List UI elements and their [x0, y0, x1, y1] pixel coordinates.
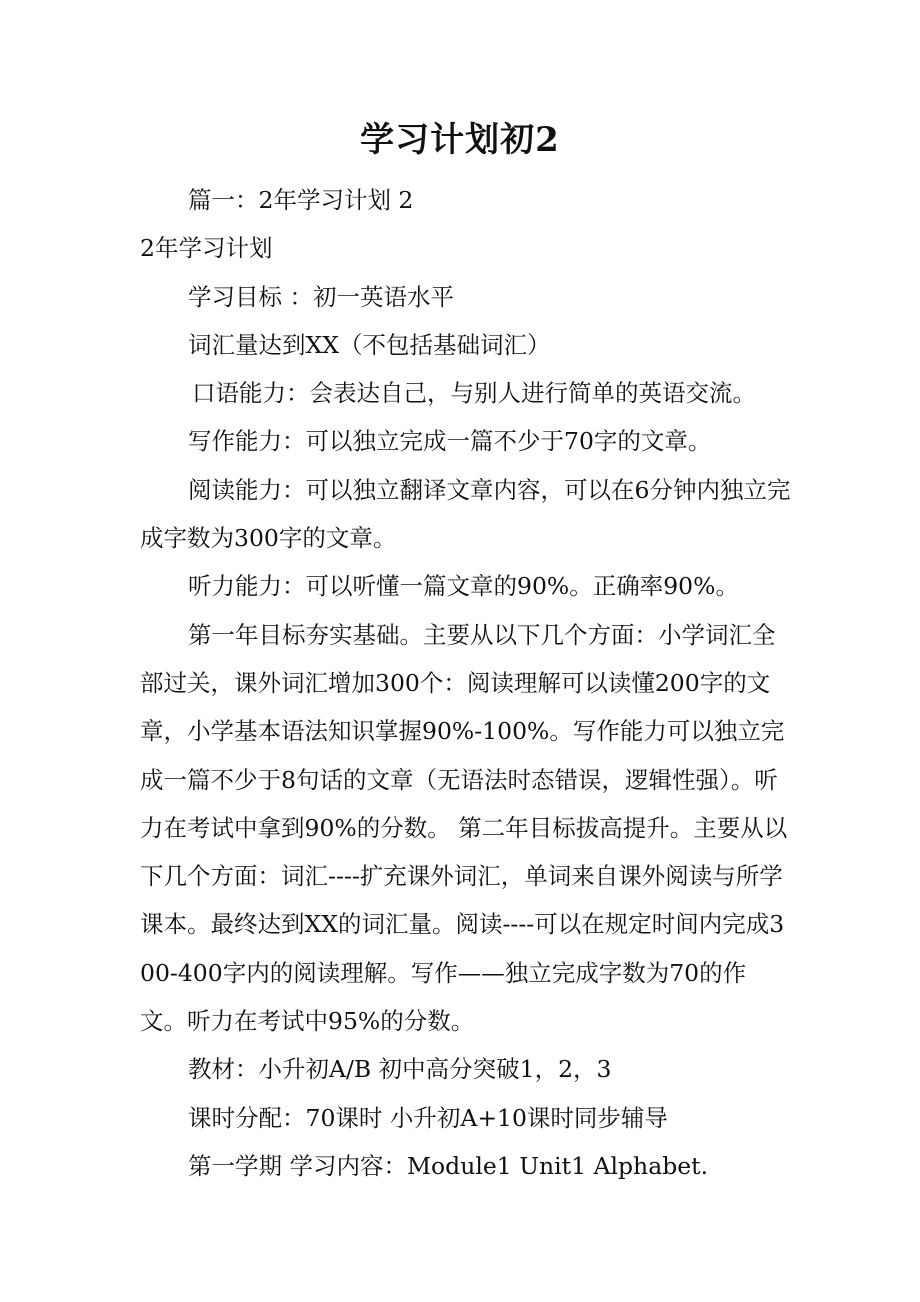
- paragraph: 写作能力：可以独立完成一篇不少于70字的文章。: [188, 427, 712, 456]
- paragraph: 第一年目标夯实基础。主要从以下几个方面：小学词汇全部过关，课外词汇增加300个：阅读理解可以读懂200字的文章，小学基本语法知识掌握90%-100%。写作能力可以独立完成一篇不少于8句话的文章（无语法时态错误，逻辑性强）。听力在考试中拿到90%的分数。 第二年目标拔高提升。主要从以下几个方面：词汇----扩充课外词汇，单词来自课外阅读与所学课本。最终达到XX的词汇量。阅读----可以在规定时间内完成300-400字内的阅读理解。写作——独立完成字数为70的作文。听力在考试中95%的分数。: [140, 620, 788, 1036]
- paragraph: 词汇量达到XX（不包括基础词汇）: [188, 330, 551, 359]
- paragraph: 阅读能力：可以独立翻译文章内容，可以在6分钟内独立完成字数为300字的文章。: [140, 475, 791, 553]
- paragraph: 2年学习计划: [140, 234, 273, 263]
- paragraph: 听力能力：可以听懂一篇文章的90%。正确率90%。: [188, 572, 739, 601]
- paragraph: 篇一：2年学习计划 2: [188, 186, 414, 214]
- paragraph: 教材：小升初A/B 初中高分突破1，2，3: [188, 1055, 612, 1084]
- paragraph: 课时分配：70课时 小升初A+10课时同步辅导: [188, 1103, 668, 1132]
- document-body: [140, 176, 792, 1190]
- document-title: 学习计划初2: [360, 120, 560, 160]
- paragraph: 第一学期 学习内容：Module1 Unit1 Alphabet.: [188, 1151, 709, 1180]
- paragraph: 学习目标 ：初一英语水平: [188, 282, 454, 311]
- paragraph: 口语能力：会表达自己，与别人进行简单的英语交流。: [192, 379, 756, 408]
